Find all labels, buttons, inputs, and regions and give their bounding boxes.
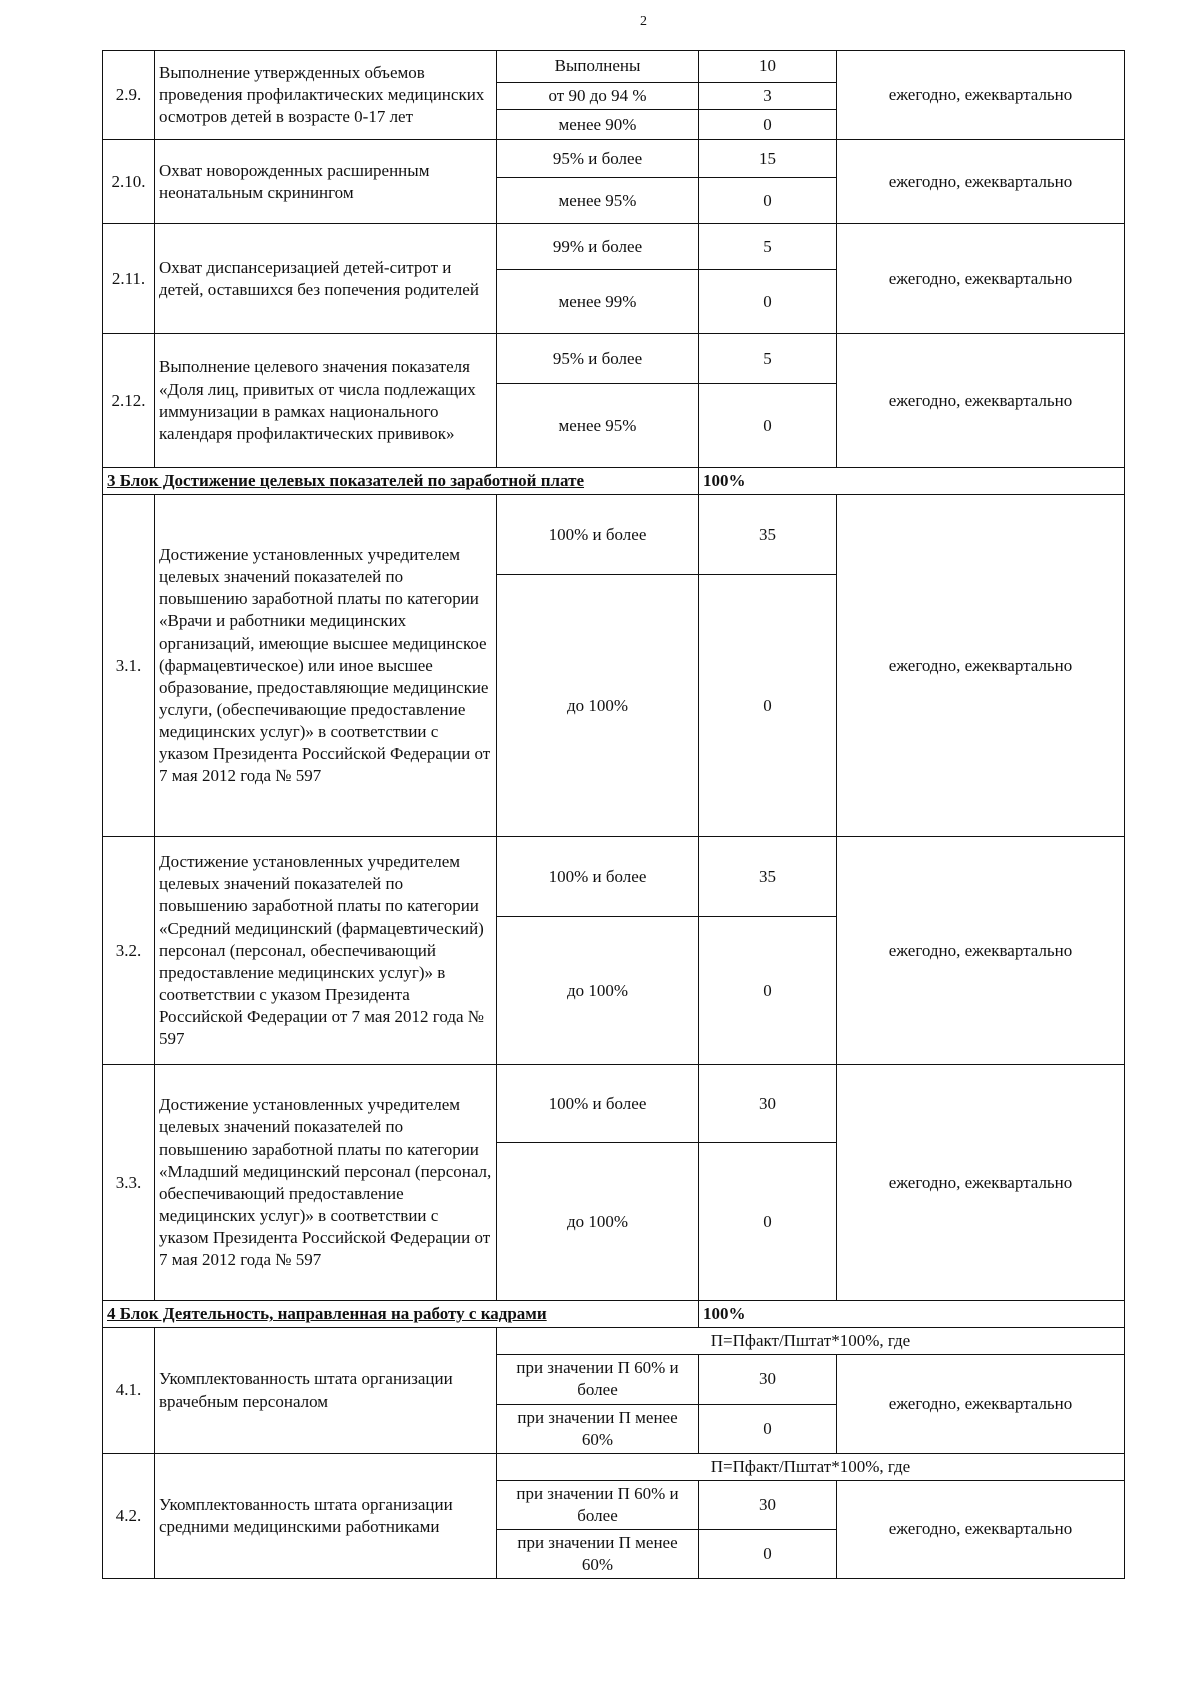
criterion-score: 0 xyxy=(699,1530,837,1579)
criterion-label: Выполнены xyxy=(497,51,699,83)
indicator-name: Выполнение целевого значения показателя «Доля лиц, привитых от числа подлежащих иммунизации в рамках национального календаря профилактических прививок» xyxy=(155,334,497,468)
indicator-name: Выполнение утвержденных объемов проведения профилактических медицинских осмотров детей в возрасте 0-17 лет xyxy=(155,51,497,140)
criterion-score: 0 xyxy=(699,110,837,140)
indicator-name: Охват диспансеризацией детей-ситрот и детей, оставшихся без попечения родителей xyxy=(155,224,497,334)
criterion-score: 0 xyxy=(699,1143,837,1301)
table-row xyxy=(103,51,1125,83)
criterion-score: 0 xyxy=(699,270,837,334)
criterion-label: до 100% xyxy=(497,575,699,837)
row-number: 2.12. xyxy=(103,334,155,468)
row-number: 4.2. xyxy=(103,1453,155,1578)
table-row xyxy=(103,140,1125,178)
row-number: 2.9. xyxy=(103,51,155,140)
indicator-name: Достижение установленных учредителем целевых значений показателей по повышению заработной платы по категории «Средний медицинский (фармацевтический) персонал (персонал, обеспечивающий предоставление медицинских услуг)» в соответствии с указом Президента Российской Федерации от 7 мая 2012 года № 597 xyxy=(155,837,497,1065)
criterion-label: 100% и более xyxy=(497,495,699,575)
criterion-score: 35 xyxy=(699,837,837,917)
criterion-label: при значении П менее 60% xyxy=(497,1404,699,1453)
formula-row xyxy=(103,1328,1125,1355)
indicator-name: Достижение установленных учредителем целевых значений показателей по повышению заработной платы по категории «Врачи и работники медицинских организаций, имеющие высшее медицинское (фармацевтическое) или иное высшее образование, предоставляющие медицинские услуги, (обеспечивающие предоставление медицинских услуг)» в соответствии с указом Президента Российской Федерации от 7 мая 2012 года № 597 xyxy=(155,495,497,837)
table-row xyxy=(103,1065,1125,1143)
period: ежегодно, ежеквартально xyxy=(837,51,1125,140)
block-title: 3 Блок Достижение целевых показателей по заработной плате xyxy=(103,468,699,495)
row-number: 4.1. xyxy=(103,1328,155,1453)
period: ежегодно, ежеквартально xyxy=(837,1355,1125,1453)
formula: П=Пфакт/Пштат*100%, где xyxy=(497,1453,1125,1480)
criterion-score: 0 xyxy=(699,178,837,224)
formula-row xyxy=(103,1453,1125,1480)
period: ежегодно, ежеквартально xyxy=(837,837,1125,1065)
indicator-name: Укомплектованность штата организации средними медицинскими работниками xyxy=(155,1453,497,1578)
period: ежегодно, ежеквартально xyxy=(837,1065,1125,1301)
formula: П=Пфакт/Пштат*100%, где xyxy=(497,1328,1125,1355)
period: ежегодно, ежеквартально xyxy=(837,495,1125,837)
criterion-label: менее 99% xyxy=(497,270,699,334)
criterion-score: 30 xyxy=(699,1355,837,1404)
criterion-label: 100% и более xyxy=(497,837,699,917)
criterion-label: менее 95% xyxy=(497,384,699,468)
criterion-label: при значении П менее 60% xyxy=(497,1530,699,1579)
table-row xyxy=(103,334,1125,384)
criterion-label: до 100% xyxy=(497,917,699,1065)
criterion-score: 35 xyxy=(699,495,837,575)
criterion-label: при значении П 60% и более xyxy=(497,1355,699,1404)
row-number: 3.2. xyxy=(103,837,155,1065)
indicator-name: Достижение установленных учредителем целевых значений показателей по повышению заработной платы по категории «Младший медицинский персонал (персонал, обеспечивающий предоставление медицинских услуг)» в соответствии с указом Президента Российской Федерации от 7 мая 2012 года № 597 xyxy=(155,1065,497,1301)
block-header-row xyxy=(103,468,1125,495)
criterion-score: 15 xyxy=(699,140,837,178)
criterion-label: до 100% xyxy=(497,1143,699,1301)
criterion-label: при значении П 60% и более xyxy=(497,1480,699,1529)
indicator-name: Охват новорожденных расширенным неонатальным скринингом xyxy=(155,140,497,224)
page-number: 2 xyxy=(640,14,647,29)
criterion-score: 3 xyxy=(699,83,837,110)
criterion-label: от 90 до 94 % xyxy=(497,83,699,110)
criterion-score: 5 xyxy=(699,224,837,270)
block-title: 4 Блок Деятельность, направленная на работу с кадрами xyxy=(103,1301,699,1328)
period: ежегодно, ежеквартально xyxy=(837,1480,1125,1578)
criterion-label: 95% и более xyxy=(497,334,699,384)
period: ежегодно, ежеквартально xyxy=(837,224,1125,334)
criterion-score: 5 xyxy=(699,334,837,384)
row-number: 3.1. xyxy=(103,495,155,837)
criterion-label: менее 90% xyxy=(497,110,699,140)
criterion-label: 99% и более xyxy=(497,224,699,270)
criterion-label: менее 95% xyxy=(497,178,699,224)
block-header-row xyxy=(103,1301,1125,1328)
table-row xyxy=(103,837,1125,917)
period: ежегодно, ежеквартально xyxy=(837,140,1125,224)
indicator-name: Укомплектованность штата организации врачебным персоналом xyxy=(155,1328,497,1453)
period: ежегодно, ежеквартально xyxy=(837,334,1125,468)
criterion-score: 0 xyxy=(699,917,837,1065)
criterion-label: 95% и более xyxy=(497,140,699,178)
criterion-label: 100% и более xyxy=(497,1065,699,1143)
table-row xyxy=(103,495,1125,575)
criterion-score: 0 xyxy=(699,575,837,837)
criteria-table xyxy=(102,50,1125,1579)
row-number: 2.10. xyxy=(103,140,155,224)
criterion-score: 30 xyxy=(699,1065,837,1143)
block-percent: 100% xyxy=(699,1301,1125,1328)
criterion-score: 10 xyxy=(699,51,837,83)
criterion-score: 0 xyxy=(699,384,837,468)
criterion-score: 0 xyxy=(699,1404,837,1453)
block-percent: 100% xyxy=(699,468,1125,495)
table-row xyxy=(103,224,1125,270)
row-number: 2.11. xyxy=(103,224,155,334)
row-number: 3.3. xyxy=(103,1065,155,1301)
criterion-score: 30 xyxy=(699,1480,837,1529)
